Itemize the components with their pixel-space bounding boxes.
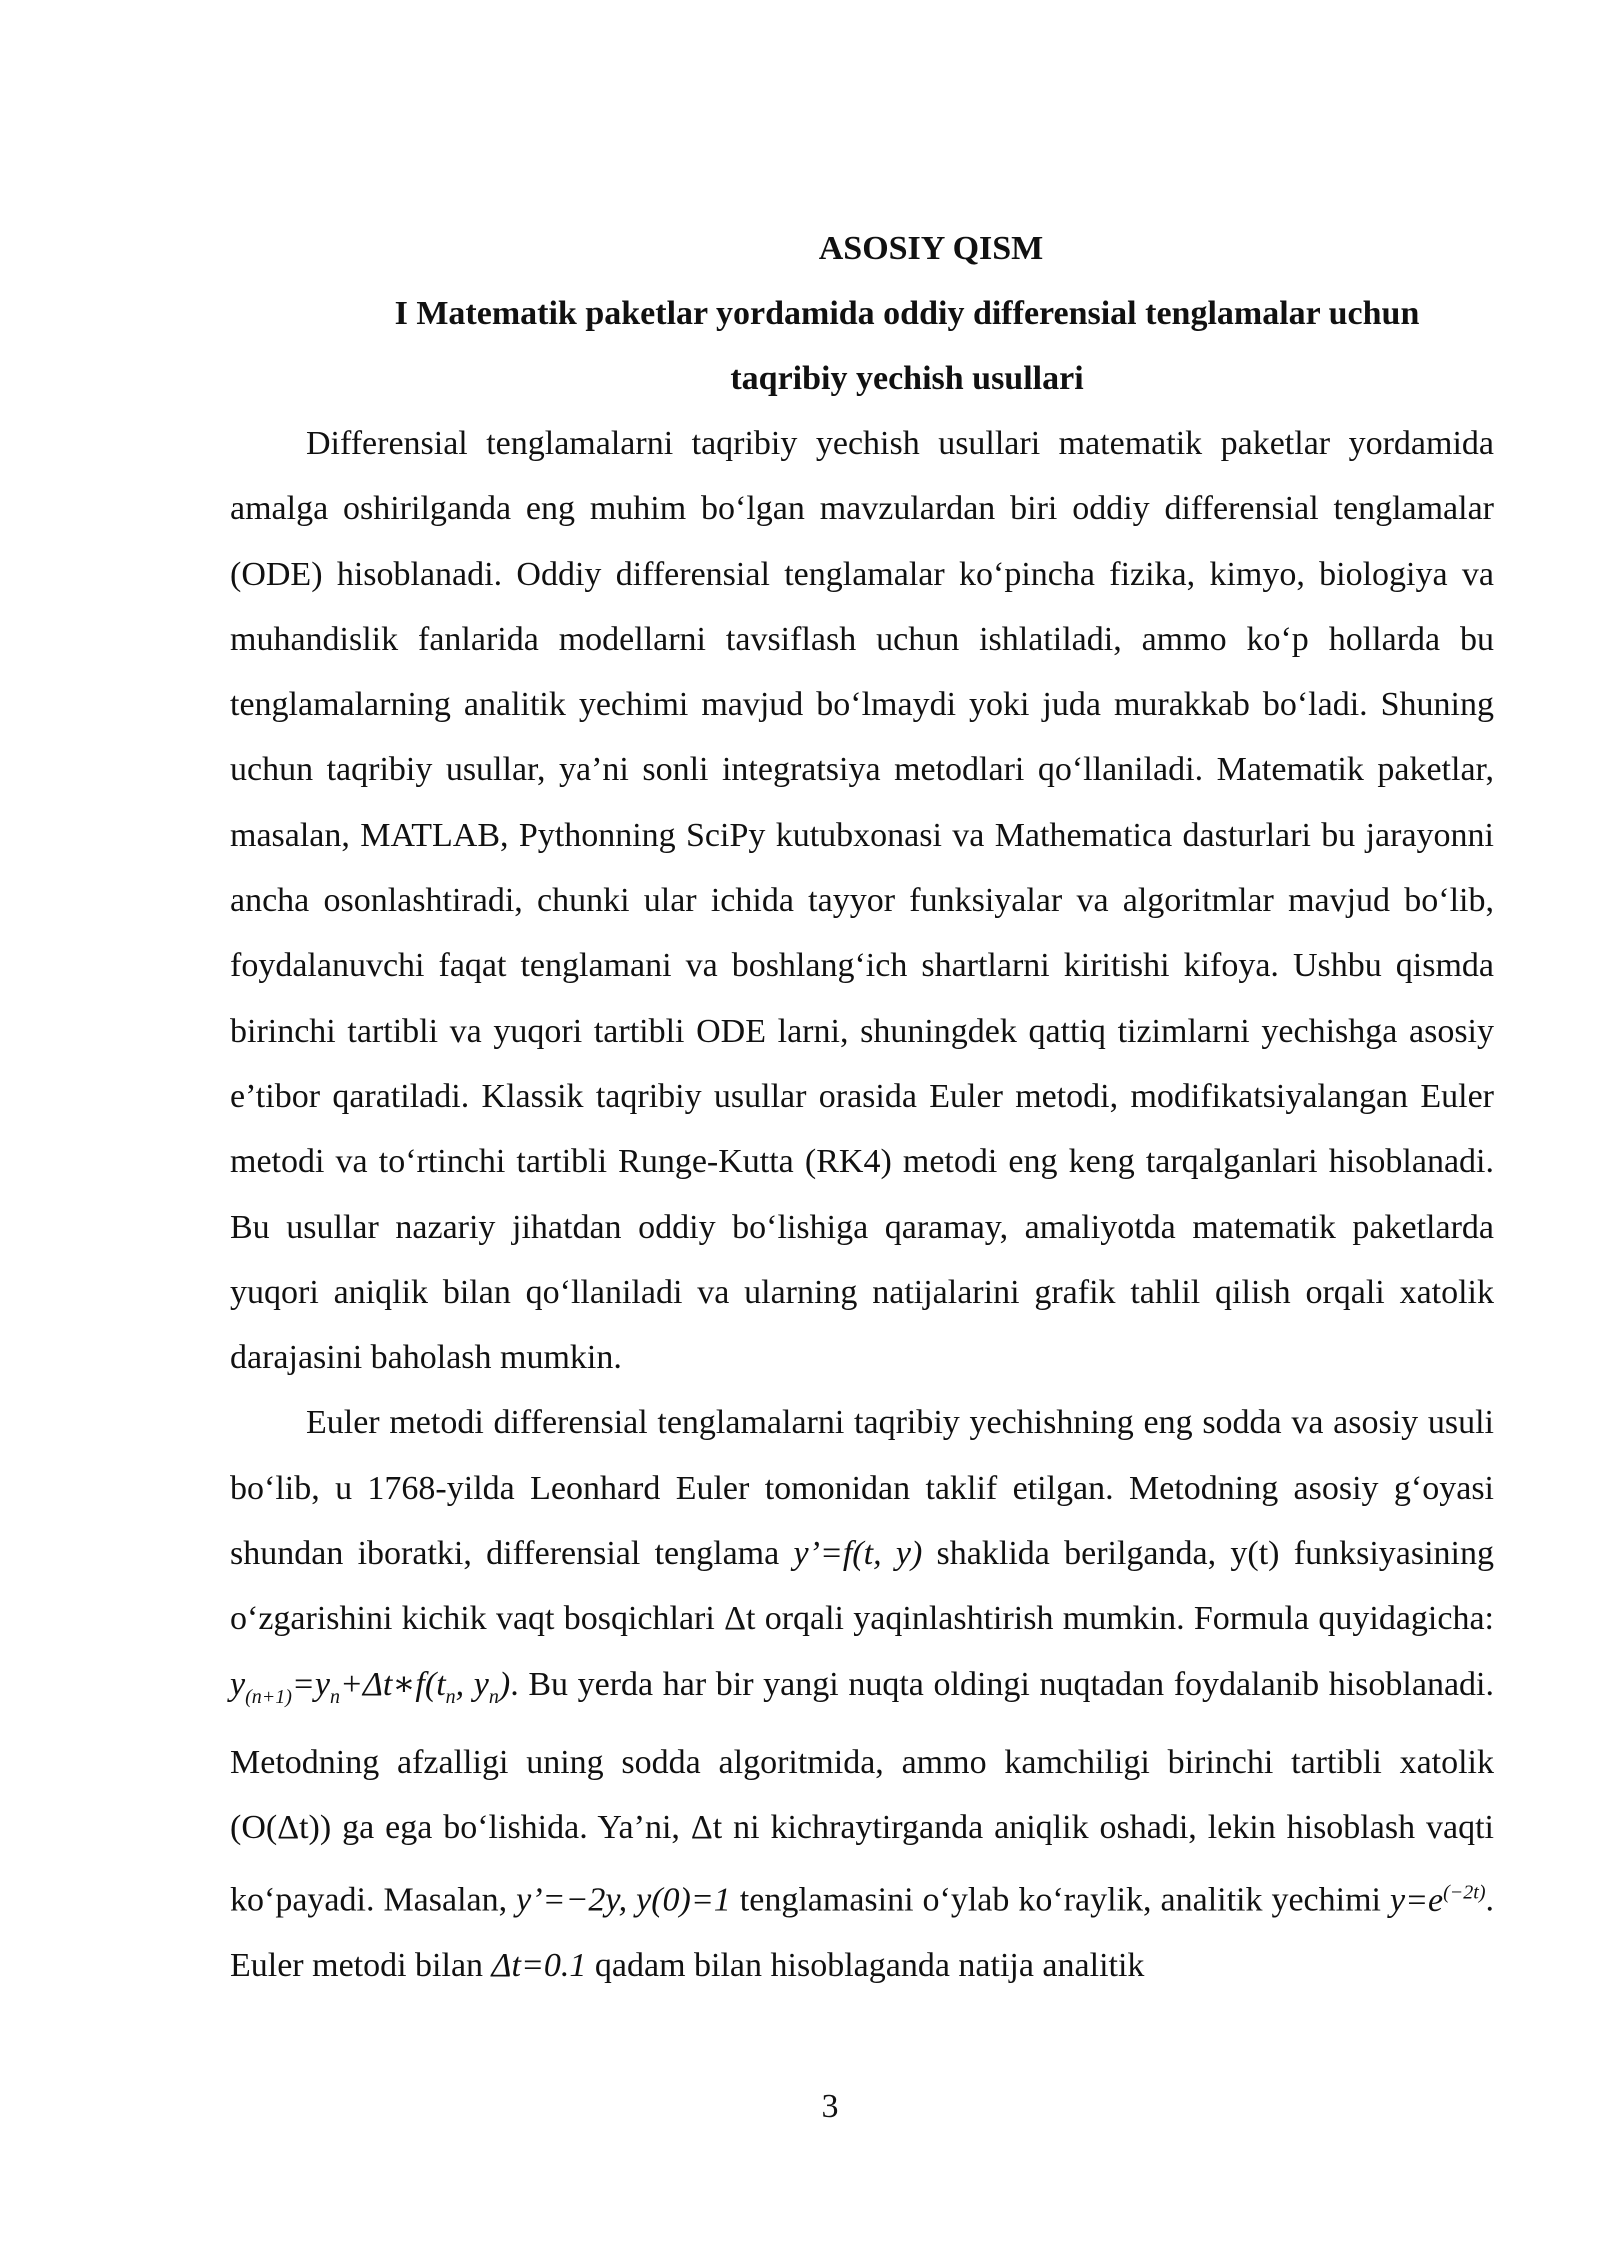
step-formula: Δt=0.1: [491, 1946, 587, 1984]
paragraph-text: . Bu yerda har bir yangi nuqta oldingi nuqtadan foydalanib hisoblanadi. Metodning afzalligi uning sodda algoritmida, ammo kamchiligi birinchi tartibli xatolik (O(Δt)) ga ega bo‘lishida. Ya’ni, Δt ni kichraytirganda aniqlik oshadi, lekin hisoblash vaqti ko‘payadi. Masalan,: [230, 1665, 1494, 1919]
page-content: [230, 216, 1494, 1998]
body-paragraph-1: Differensial tenglamalarni taqribiy yechish usullari matematik paketlar yordamida amalga oshirilganda eng muhim bo‘lgan mavzulardan biri oddiy differensial tenglamalar (ODE) hisoblanadi. Oddiy differensial tenglamalar ko‘pincha fizika, kimyo, biologiya va muhandislik fanlarida modellarni tavsiflash uchun ishlatiladi, ammo ko‘p hollarda bu tenglamalarning analitik yechimi mavjud bo‘lmaydi yoki juda murakkab bo‘ladi. Shuning uchun taqribiy usullar, ya’ni sonli integratsiya metodlari qo‘llaniladi. Matematik paketlar, masalan, MATLAB, Pythonning SciPy kutubxonasi va Mathematica dasturlari bu jarayonni ancha osonlashtiradi, chunki ular ichida tayyor funksiyalar va algoritmlar mavjud bo‘lib, foydalanuvchi faqat tenglamani va boshlang‘ich shartlarni kiritishi kifoya. Ushbu qismda birinchi tartibli va yuqori tartibli ODE larni, shuningdek qattiq tizimlarni yechishga asosiy e’tibor qaratiladi. Klassik taqribiy usullar orasida Euler metodi, modifikatsiyalangan Euler metodi va to‘rtinchi tartibli Runge-Kutta (RK4) metodi eng keng tarqalganlari hisoblanadi. Bu usullar nazariy jihatdan oddiy bo‘lishiga qaramay, amaliyotda matematik paketlarda yuqori aniqlik bilan qo‘llaniladi va ularning natijalarini grafik tahlil qilish orqali xatolik darajasini baholash mumkin.: [230, 425, 1494, 1377]
paragraph-text: . Euler metodi bilan: [230, 1881, 1494, 1984]
chapter-title-line-2: taqribiy yechish usullari: [730, 360, 1084, 397]
paragraph-text: tenglamasini o‘ylab ko‘raylik, analitik yechimi: [730, 1881, 1390, 1919]
ode-formula: y’=f(t, y): [793, 1535, 923, 1573]
page-number: 3: [821, 2088, 839, 2125]
solution-formula: $y=e^{(-2t)}$: [1389, 1881, 1486, 1919]
example-formula: y’=−2y, y(0)=1: [516, 1881, 731, 1919]
paragraph-text: shaklida berilganda, y(t) funksiyasining o‘zgarishini kichik vaqt bosqichlari Δt orqali yaqinlashtirish mumkin. Formula quyidagicha:: [230, 1535, 1494, 1638]
euler-formula: $y_{(n+1)}=y_n+\Delta t∗f(t_n$, $y_n$): [230, 1665, 511, 1708]
body-paragraph-2: [230, 1390, 1494, 1998]
paragraph-text: Euler metodi differensial tenglamalarni taqribiy yechishning eng sodda va asosiy usuli bo‘lib, u 1768-yilda Leonhard Euler tomonidan taklif etilgan. Metodning asosiy g‘oyasi shundan iboratki, differensial tenglama: [230, 1404, 1494, 1573]
chapter-title-line-1: I Matematik paketlar yordamida oddiy differensial tenglamalar uchun: [394, 295, 1420, 332]
paragraph-text: qadam bilan hisoblaganda natija analitik: [586, 1946, 1145, 1984]
section-heading: ASOSIY QISM: [818, 230, 1044, 267]
